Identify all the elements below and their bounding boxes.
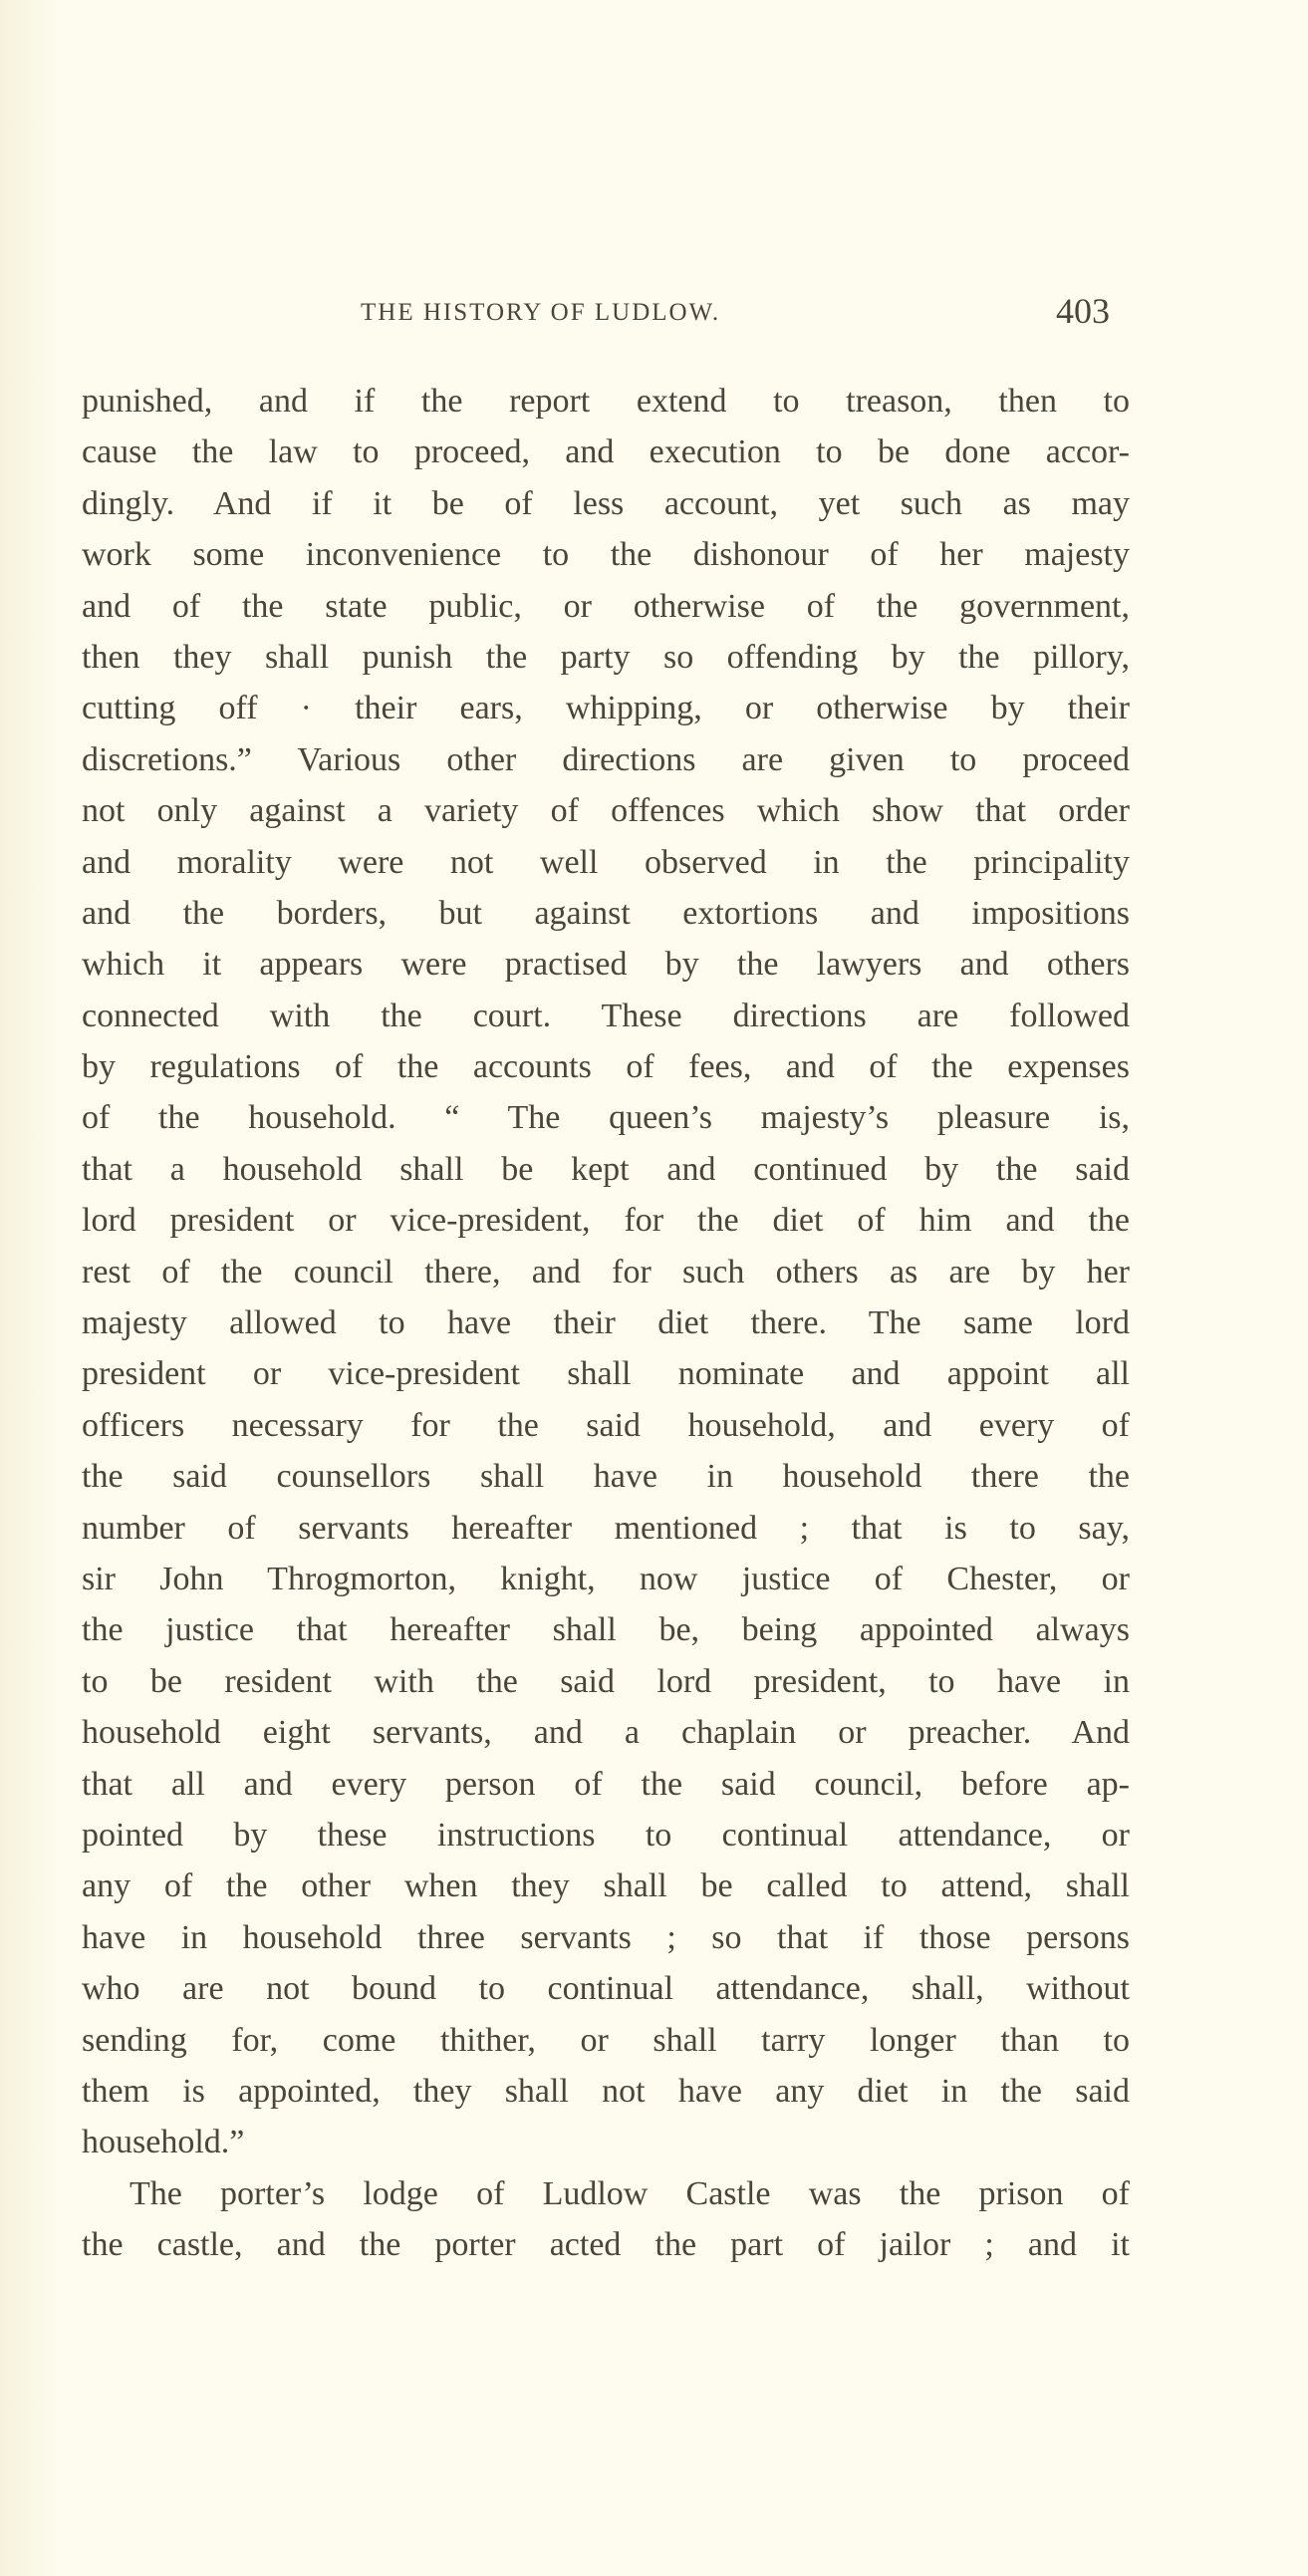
text-line: cutting off · their ears, whipping, or otherwise by their	[82, 690, 1130, 727]
text-line: connected with the court. These directions are followed	[82, 997, 1130, 1034]
text-line: work some inconvenience to the dishonour of her majesty	[82, 536, 1130, 574]
text-line: that all and every person of the said council, before ap-	[82, 1765, 1130, 1803]
text-line: sending for, come thither, or shall tarry longer than to	[82, 2021, 1130, 2059]
text-line: president or vice-president shall nominate and appoint all	[82, 1355, 1130, 1393]
text-line: The porter’s lodge of Ludlow Castle was the prison of	[130, 2174, 1130, 2212]
page-number: 403	[1056, 291, 1110, 331]
text-line: by regulations of the accounts of fees, and of the expenses	[82, 1048, 1130, 1086]
text-line: pointed by these instructions to continual attendance, or	[82, 1816, 1130, 1854]
body-text	[82, 376, 1130, 2270]
text-line: the castle, and the porter acted the part of jailor ; and it	[82, 2226, 1130, 2264]
page-edge-shadow	[0, 0, 60, 2576]
text-line: who are not bound to continual attendance, shall, without	[82, 1970, 1130, 2008]
text-line: discretions.” Various other directions are given to proceed	[82, 740, 1130, 778]
text-line: not only against a variety of offences which show that order	[82, 792, 1130, 830]
text-line: them is appointed, they shall not have any diet in the said	[82, 2072, 1130, 2110]
running-head: THE HISTORY OF LUDLOW.	[361, 299, 721, 326]
text-line: officers necessary for the said household, and every of	[82, 1406, 1130, 1444]
text-line: which it appears were practised by the lawyers and others	[82, 946, 1130, 984]
text-line: the said counsellors shall have in household there the	[82, 1458, 1130, 1496]
text-line: dingly. And if it be of less account, yet such as may	[82, 484, 1130, 522]
text-line: number of servants hereafter mentioned ; that is to say,	[82, 1509, 1130, 1547]
text-line: and the borders, but against extortions and impositions	[82, 894, 1130, 932]
text-line: to be resident with the said lord president, to have in	[82, 1662, 1130, 1700]
text-line: of the household. “ The queen’s majesty’s pleasure is,	[82, 1099, 1130, 1137]
text-line: have in household three servants ; so that if those persons	[82, 1918, 1130, 1956]
text-line: that a household shall be kept and continued by the said	[82, 1150, 1130, 1188]
text-line: rest of the council there, and for such others as are by her	[82, 1253, 1130, 1290]
text-line: then they shall punish the party so offending by the pillory,	[82, 638, 1130, 676]
text-line: household.”	[82, 2124, 245, 2161]
text-line: lord president or vice-president, for the diet of him and the	[82, 1202, 1130, 1240]
text-line: the justice that hereafter shall be, being appointed always	[82, 1611, 1130, 1649]
text-line: and morality were not well observed in the principality	[82, 843, 1130, 881]
text-line: punished, and if the report extend to treason, then to	[82, 383, 1130, 420]
text-line: sir John Throgmorton, knight, now justice of Chester, or	[82, 1560, 1130, 1597]
text-line: and of the state public, or otherwise of the government,	[82, 587, 1130, 625]
text-line: any of the other when they shall be called to attend, shall	[82, 1867, 1130, 1905]
text-line: household eight servants, and a chaplain or preacher. And	[82, 1714, 1130, 1752]
text-line: cause the law to proceed, and execution to be done accor-	[82, 433, 1130, 471]
text-line: majesty allowed to have their diet there. The same lord	[82, 1304, 1130, 1342]
